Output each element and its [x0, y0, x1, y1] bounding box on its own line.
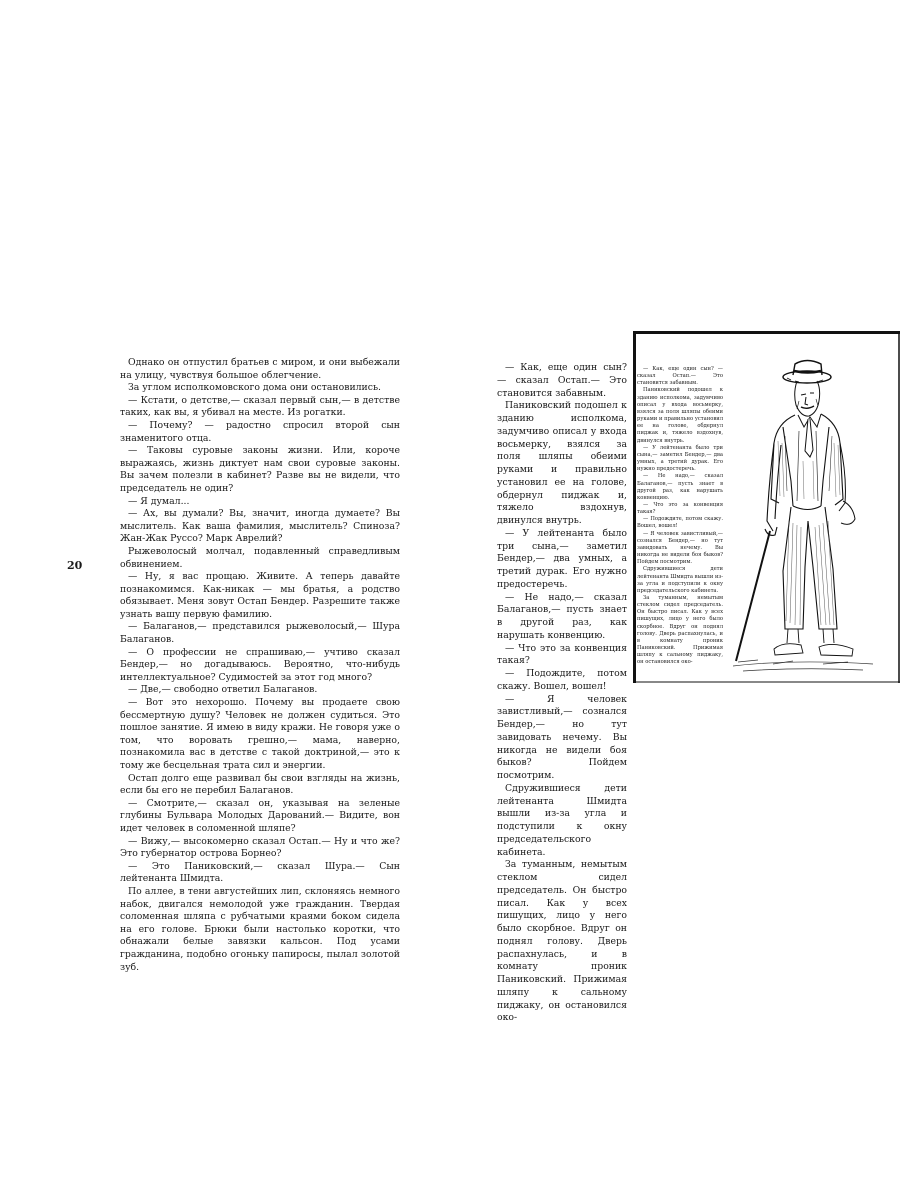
paragraph: По аллее, в тени августейших лип, склоняясь немного набок, двигался немолодой уже гражданин. Твердая соломенная шляпа с рубчатыми краями боком сидела на его голове. Брюки были настолько коротки, что обнажали белые завязки кальсон. Под усами гражданина, подобно огоньку папиросы, пылал золотой зуб.: [120, 885, 400, 973]
paragraph: — Вот это нехорошо. Почему вы продаете свою бессмертную душу? Человек не должен судиться. Это пошлое занятие. Я имею в виду кражи. Не говоря уже о том, что воровать грешно,— мама, наверно, познакомила вас в детстве с такой доктриной,— это к тому же бесцельная трата сил и энергии.: [120, 697, 400, 771]
paragraph: За туманным, немытым стеклом сидел председатель. Он быстро писал. Как у всех пишущих, лицо у него было скорбное. Вдруг он поднял голову. Дверь распахнулась, и в комнату проник Паниковский. Прижимая шляпу к сальному пиджаку, он остановился око-: [637, 595, 723, 666]
paragraph: — Не надо,— сказал Балаганов,— пусть знает в другой раз, как нарушать конвенцию.: [497, 591, 627, 641]
paragraph: — Ну, я вас прощаю. Живите. А теперь давайте познакомимся. Как-никак — мы братья, а родство обязывает. Меня зовут Остап Бендер. Разрешите также узнать вашу первую фамилию.: [120, 571, 400, 620]
paragraph: — Что это за конвенция такая?: [637, 501, 723, 516]
paragraph: За углом исполкомовского дома они остановились.: [128, 382, 381, 394]
paragraph: — Таковы суровые законы жизни. Или, короче выражаясь, жизнь диктует нам свои суровые законы. Вы зачем полезли в кабинет? Разве вы не видели, что председатель не один?: [120, 445, 400, 494]
paragraph: — Это Паниковский,— сказал Шура.— Сын лейтенанта Шмидта.: [120, 860, 400, 885]
paragraph: — Балаганов,— представился рыжеволосый,— Шура Балаганов.: [120, 621, 400, 646]
paragraph: — Как, еще один сын? — сказал Остап.— Это становится забавным.: [497, 362, 627, 399]
paragraph: — Подождите, потом скажу. Вошел, вошел!: [637, 516, 723, 530]
paragraph: — О профессии не спрашиваю,— учтиво сказал Бендер,— но догадываюсь. Вероятно, что-нибудь интеллектуальное? Судимостей за этот год много?: [120, 646, 400, 683]
paragraph: — Смотрите,— сказал он, указывая на зеленые глубины Бульвара Молодых Дарований.— Видите, вон идет человек в соломенной шляпе?: [120, 797, 400, 834]
paragraph: — Я думал...: [128, 495, 190, 507]
paragraph: — Что это за конвенция такая?: [497, 642, 627, 667]
paragraph: — Я человек завистливый,— сознался Бендер,— но тут завидовать нечему. Вы никогда не видели боя быков? Пойдем посмотрим.: [497, 693, 627, 781]
paragraph: Рыжеволосый молчал, подавленный справедливым обвинением.: [120, 545, 400, 570]
paragraph: Остап долго еще развивал бы свои взгляды на жизнь, если бы его не перебил Балаганов.: [120, 772, 400, 797]
paragraph: — Почему? — радостно спросил второй сын знаменитого отца.: [120, 419, 400, 444]
paragraph: Паниковский подошел к зданию исполкома, задумчиво описал у входа восьмерку, взялся за поля шляпы обеими руками и правильно установил ее на голове, обдернул пиджак и, тяжело вздохнув, двинулся внутрь.: [637, 387, 723, 444]
paragraph: — Не надо,— сказал Балаганов,— пусть знает в другой раз, как нарушать конвенцию.: [637, 473, 723, 501]
paragraph: Однако он отпустил братьев с миром, и они выбежали на улицу, чувствуя большое облегчение.: [120, 357, 400, 381]
paragraph: — У лейтенанта было три сына,— заметил Бендер,— два умных, а третий дурак. Его нужно предостеречь.: [637, 444, 723, 473]
paragraph: Сдружившиеся дети лейтенанта Шмидта вышли из-за угла и подступили к окну председательского кабинета.: [637, 566, 723, 594]
main-text-column: [120, 357, 400, 974]
paragraph: — Как, еще один сын? — сказал Остап.— Это становится забавным.: [637, 366, 723, 387]
paragraph: — Вижу,— высокомерно сказал Остап.— Ну и что же? Это губернатор острова Борнео?: [120, 835, 400, 860]
paragraph: Сдружившиеся дети лейтенанта Шмидта вышли из-за угла и подступили к окну председательского кабинета.: [497, 782, 627, 858]
middle-text-column: [497, 362, 627, 1025]
paragraph: — Две,— свободно ответил Балаганов.: [128, 684, 318, 696]
paragraph: Паниковский подошел к зданию исполкома, задумчиво описал у входа восьмерку, взялся за поля шляпы обеими руками и правильно установил ее на голове, обдернул пиджак и, тяжело вздохнув, двинулся внутрь.: [497, 400, 627, 526]
paragraph: — Я человек завистливый,— сознался Бендер,— но тут завидовать нечему. Вы никогда не видели боя быков? Пойдем посмотрим.: [637, 530, 723, 566]
panikovsky-illustration: [633, 331, 900, 683]
paragraph: За туманным, немытым стеклом сидел председатель. Он быстро писал. Как у всех пишущих, лицо у него было скорбное. Вдруг он поднял голову. Дверь распахнулась, и в комнату проник Паниковский. Прижимая шляпу к сальному пиджаку, он остановился око-: [497, 859, 627, 1024]
paragraph: — У лейтенанта было три сына,— заметил Бендер,— двa умных, а третий дурак. Его нужно предостеречь.: [497, 527, 627, 590]
paragraph: — Подождите, потом скажу. Вошел, вошел!: [497, 668, 627, 692]
paragraph: — Ах, вы думали? Вы, значит, иногда думаете? Вы мыслитель. Как ваша фамилия, мыслитель? Спиноза? Жан-Жак Руссо? Марк Аврелий?: [120, 508, 400, 545]
page-number: 20: [67, 559, 83, 572]
paragraph: — Кстати, о детстве,— сказал первый сын,— в детстве таких, как вы, я убивал на месте. Из рогатки.: [120, 394, 400, 419]
man-with-cane-drawing: [633, 331, 900, 683]
